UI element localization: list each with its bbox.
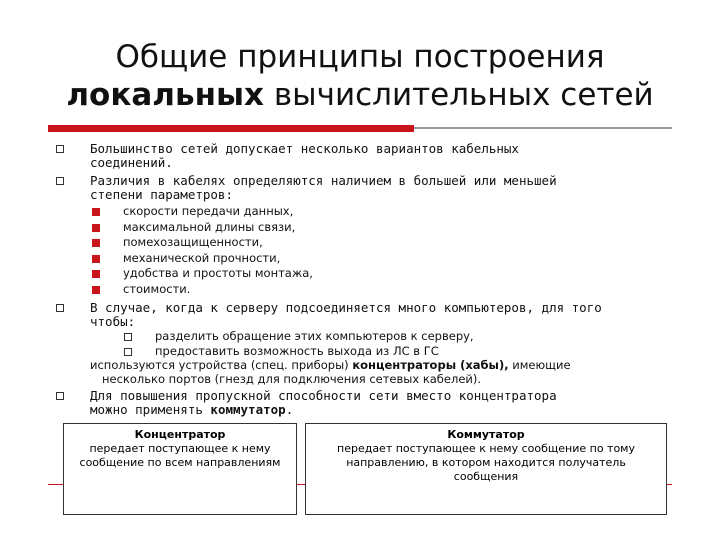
hub-title: Концентратор <box>134 428 226 441</box>
hollow-bullet-icon <box>124 348 132 356</box>
hollow-bullet-icon <box>124 333 132 341</box>
param-item: скорости передачи данных, <box>123 204 294 218</box>
point-3-line-2: чтобы: <box>90 314 136 329</box>
switch-desc-line-2: направлению, в котором находится получатель <box>346 456 626 469</box>
hollow-bullet-icon <box>56 392 64 400</box>
title-rest: вычислительных сетей <box>264 77 654 113</box>
devices-text-end: имеющие <box>508 358 571 372</box>
goal-item: разделить обращение этих компьютеров к серверу, <box>155 329 474 343</box>
param-item: механической прочности, <box>123 251 281 265</box>
filled-bullet-icon <box>92 208 100 216</box>
hollow-bullet-icon <box>56 145 64 153</box>
param-item: стоимости. <box>123 282 191 296</box>
point-4-line-2 <box>90 403 293 417</box>
slide-title-line2 <box>0 76 720 114</box>
param-item: помехозащищенности, <box>123 235 263 249</box>
hollow-bullet-icon <box>56 177 64 185</box>
point-2-line-2: степени параметров: <box>90 187 233 202</box>
switch-desc-line-1: передает поступающее к нему сообщение по тому <box>337 442 635 455</box>
filled-bullet-icon <box>92 224 100 232</box>
param-item: удобства и простоты монтажа, <box>123 266 313 280</box>
switch-title: Коммутатор <box>447 428 525 441</box>
hub-desc-line-1: передает поступающее к нему <box>89 442 271 455</box>
devices-line-2: несколько портов (гнезд для подключения сетевых кабелей). <box>102 372 482 386</box>
filled-bullet-icon <box>92 255 100 263</box>
param-item: максимальной длины связи, <box>123 220 296 234</box>
title-underline-red <box>48 125 414 132</box>
devices-text: используются устройства (спец. приборы) <box>90 358 353 372</box>
slide-title-line1: Общие принципы построения <box>115 39 605 75</box>
hub-desc-line-2: сообщение по всем направлениям <box>79 456 281 469</box>
filled-bullet-icon <box>92 239 100 247</box>
devices-bold: концентраторы (хабы), <box>352 358 509 372</box>
title-bold-word: локальных <box>66 77 265 113</box>
switch-desc-line-3: сообщения <box>453 470 519 483</box>
point-4-line-1: Для повышения пропускной способности сети вместо концентратора <box>90 388 557 403</box>
switch-callout <box>305 423 667 515</box>
filled-bullet-icon <box>92 270 100 278</box>
point-3-line-1: В случае, когда к серверу подсоединяется много компьютеров, для того <box>90 300 602 315</box>
filled-bullet-icon <box>92 286 100 294</box>
point-2-line-1: Различия в кабелях определяются наличием в большей или меньшей <box>90 173 557 188</box>
title-underline-gray <box>414 127 672 129</box>
point-1-line-1: Большинство сетей допускает несколько вариантов кабельных <box>90 141 519 156</box>
hub-callout <box>63 423 297 515</box>
devices-line-1 <box>90 358 571 373</box>
goal-item: предоставить возможность выхода из ЛС в ГС <box>155 344 439 358</box>
point-1-line-2: соединений. <box>90 155 173 170</box>
hollow-bullet-icon <box>56 304 64 312</box>
point-4-end: . <box>285 402 294 417</box>
point-4-bold: коммутатор <box>210 402 286 417</box>
point-4-text: можно применять <box>90 402 211 417</box>
